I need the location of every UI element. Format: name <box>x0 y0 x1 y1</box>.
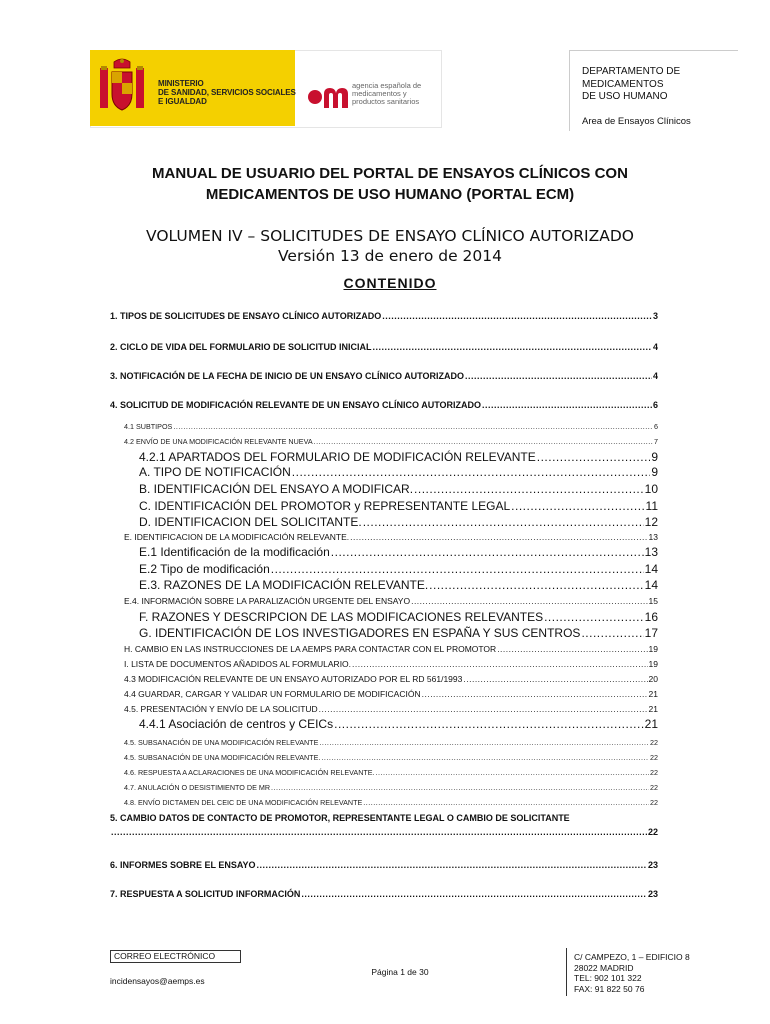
toc-label: 4.8. ENVÍO DICTAMEN DEL CEIC DE UNA MODIFICACIÓN RELEVANTE <box>124 798 363 807</box>
ministry-line: E IGUALDAD <box>158 97 207 106</box>
toc-label: 4.3 MODIFICACIÓN RELEVANTE DE UN ENSAYO AUTORIZADO POR EL RD 561/1993 <box>124 674 463 684</box>
toc-leader <box>271 783 649 792</box>
toc-entry[interactable] <box>124 644 658 654</box>
toc-page: 16 <box>644 610 658 624</box>
toc-entry[interactable] <box>124 753 658 762</box>
toc-entry[interactable] <box>124 798 658 807</box>
toc-entry[interactable] <box>139 610 658 624</box>
title-line: MANUAL DE USUARIO DEL PORTAL DE ENSAYOS CLÍNICOS CON <box>152 165 628 182</box>
toc-entry[interactable] <box>139 562 658 576</box>
toc-page: 13 <box>648 532 658 542</box>
toc-leader <box>321 753 649 762</box>
toc-label: F. RAZONES Y DESCRIPCION DE LAS MODIFICACIONES RELEVANTES <box>139 610 544 624</box>
toc-label: B. IDENTIFICACIÓN DEL ENSAYO A MODIFICAR. <box>139 482 414 496</box>
department-line: DEPARTAMENTO DE <box>582 66 681 77</box>
address-line: TEL: 902 101 322 <box>574 973 642 983</box>
toc-leader <box>581 626 643 640</box>
toc-leader <box>376 768 649 777</box>
toc-page: 19 <box>648 644 658 654</box>
toc-entry[interactable] <box>110 813 658 837</box>
toc-entry[interactable] <box>139 515 658 529</box>
toc-leader <box>314 437 653 446</box>
toc-leader <box>301 889 647 899</box>
toc-leader <box>422 689 648 699</box>
ministry-name <box>158 79 296 106</box>
toc-entry[interactable] <box>124 659 658 669</box>
contents-heading: CONTENIDO <box>343 275 437 291</box>
toc-page: 17 <box>644 626 658 640</box>
toc-page: 22 <box>650 783 658 792</box>
toc-entry[interactable] <box>110 311 658 321</box>
address-line: C/ CAMPEZO, 1 – EDIFICIO 8 <box>574 952 690 962</box>
toc-leader <box>429 578 643 592</box>
toc-leader <box>497 644 647 654</box>
toc-leader <box>373 342 652 352</box>
toc-label: 4.4.1 Asociación de centros y CEICs <box>139 717 334 731</box>
address-line: 28022 MADRID <box>574 962 634 973</box>
toc-label: 6. INFORMES SOBRE EL ENSAYO <box>110 860 256 870</box>
ministry-line: DE SANIDAD, SERVICIOS SOCIALES <box>158 88 296 97</box>
toc-page: 11 <box>645 499 658 513</box>
email-link[interactable]: incidensayos@aemps.es <box>110 976 205 986</box>
toc-label: 3. NOTIFICACIÓN DE LA FECHA DE INICIO DE UN ENSAYO CLÍNICO AUTORIZADO <box>110 371 465 381</box>
toc-entry[interactable] <box>110 889 658 899</box>
toc-label: C. IDENTIFICACIÓN DEL PROMOTOR y REPRESENTANTE LEGAL <box>139 499 511 513</box>
toc-label: G. IDENTIFICACIÓN DE LOS INVESTIGADORES EN ESPAÑA Y SUS CENTROS <box>139 626 581 640</box>
ministry-line: MINISTERIO <box>158 79 204 88</box>
toc-label: 4.2 ENVÍO DE UNA MODIFICACIÓN RELEVANTE NUEVA <box>124 437 313 446</box>
toc-label: E.3. RAZONES DE LA MODIFICACIÓN RELEVANTE. <box>139 578 429 592</box>
title-line: MEDICAMENTOS DE USO HUMANO (PORTAL ECM) <box>205 186 575 203</box>
toc-page: 23 <box>647 860 658 870</box>
toc-entry[interactable] <box>139 450 658 464</box>
toc-page: 9 <box>651 465 658 479</box>
toc-entry[interactable] <box>124 674 658 684</box>
email-label: CORREO ELECTRÓNICO <box>110 950 241 963</box>
volume-heading <box>90 226 690 266</box>
toc-page: 22 <box>647 827 658 837</box>
toc-leader <box>363 798 649 807</box>
toc-label: 4.5. SUBSANACIÓN DE UNA MODIFICACIÓN RELEVANTE. <box>124 753 321 762</box>
toc-label: 4.1 SUBTIPOS <box>124 422 173 431</box>
toc-entry[interactable] <box>139 578 658 592</box>
toc-page: 20 <box>648 674 658 684</box>
toc-page: 9 <box>651 450 658 464</box>
toc-label: E.4. INFORMACIÓN SOBRE LA PARALIZACIÓN URGENTE DEL ENSAYO <box>124 596 411 606</box>
agency-line: productos sanitarios <box>352 97 420 106</box>
toc-leader <box>173 422 653 431</box>
toc-entry[interactable] <box>124 437 658 446</box>
toc-label: E.1 Identificación de la modificación <box>139 545 330 559</box>
toc-label: 4.6. RESPUESTA A ACLARACIONES DE UNA MODIFICACIÓN RELEVANTE. <box>124 768 375 777</box>
toc-leader <box>411 596 647 606</box>
toc-label: 5. CAMBIO DATOS DE CONTACTO DE PROMOTOR, REPRESENTANTE LEGAL O CAMBIO DE SOLICITANTE <box>110 813 570 823</box>
toc-label: 4. SOLICITUD DE MODIFICACIÓN RELEVANTE DE UN ENSAYO CLÍNICO AUTORIZADO <box>110 400 482 410</box>
toc-entry[interactable] <box>110 400 658 410</box>
toc-entry[interactable] <box>124 596 658 606</box>
toc-page: 13 <box>644 545 658 559</box>
toc-leader <box>271 562 644 576</box>
area-name: Area de Ensayos Clínicos <box>582 116 691 127</box>
toc-page: 14 <box>644 578 658 592</box>
page-number: Página 1 de 30 <box>371 967 429 977</box>
toc-label: 4.5. PRESENTACIÓN Y ENVÍO DE LA SOLICITUD <box>124 704 318 714</box>
toc-leader <box>537 450 651 464</box>
toc-leader <box>331 545 644 559</box>
department-line: DE USO HUMANO <box>582 91 668 102</box>
toc-label: E.2 Tipo de modificación <box>139 562 270 576</box>
toc-page: 15 <box>648 596 658 606</box>
toc-label: E. IDENTIFICACION DE LA MODIFICACIÓN RELEVANTE. <box>124 532 350 542</box>
toc-entry-continuation <box>110 827 658 837</box>
coat-of-arms-icon <box>96 58 148 118</box>
toc-label: 4.5. SUBSANACIÓN DE UNA MODIFICACIÓN RELEVANTE <box>124 738 319 747</box>
toc-page: 4 <box>652 342 658 352</box>
agency-line: medicamentos y <box>352 89 407 98</box>
toc-entry[interactable] <box>139 626 658 640</box>
department-line: MEDICAMENTOS <box>582 78 664 90</box>
toc-entry[interactable] <box>124 704 658 714</box>
toc-leader <box>511 499 644 513</box>
toc-label: 2. CICLO DE VIDA DEL FORMULARIO DE SOLICITUD INICIAL <box>110 342 372 352</box>
agency-line: agencia española de <box>352 81 422 90</box>
toc-page: 3 <box>652 311 658 321</box>
document-title <box>90 163 690 205</box>
toc-entry[interactable] <box>124 532 658 542</box>
toc-entry[interactable] <box>124 689 658 699</box>
toc-page: 21 <box>648 704 658 714</box>
toc-leader <box>463 674 647 684</box>
volume-title: VOLUMEN IV – SOLICITUDES DE ENSAYO CLÍNICO AUTORIZADO <box>146 227 634 245</box>
toc-entry[interactable] <box>139 482 658 496</box>
toc-page: 19 <box>648 659 658 669</box>
toc-label: 4.2.1 APARTADOS DEL FORMULARIO DE MODIFICACIÓN RELEVANTE <box>139 450 536 464</box>
toc-page: 21 <box>644 717 658 731</box>
toc-page: 22 <box>650 738 658 747</box>
toc-leader <box>350 532 647 542</box>
toc-leader <box>319 704 648 714</box>
toc-label: 7. RESPUESTA A SOLICITUD INFORMACIÓN <box>110 889 301 899</box>
toc-label: A. TIPO DE NOTIFICACIÓN <box>139 465 291 479</box>
toc-label: D. IDENTIFICACION DEL SOLICITANTE. <box>139 515 362 529</box>
toc-entry[interactable] <box>110 371 658 381</box>
toc-entry[interactable] <box>124 783 658 792</box>
toc-page: 6 <box>652 400 658 410</box>
toc-leader <box>292 465 651 479</box>
toc-leader <box>257 860 647 870</box>
toc-entry[interactable] <box>139 465 658 479</box>
toc-page: 14 <box>644 562 658 576</box>
toc-entry[interactable] <box>139 545 658 559</box>
toc-entry[interactable] <box>110 860 658 870</box>
toc-leader <box>482 400 652 410</box>
toc-label: 4.4 GUARDAR, CARGAR Y VALIDAR UN FORMULARIO DE MODIFICACIÓN <box>124 689 421 699</box>
toc-leader <box>352 659 648 669</box>
toc-page: 21 <box>648 689 658 699</box>
toc-page: 22 <box>650 768 658 777</box>
toc-leader <box>414 482 644 496</box>
toc-entry[interactable] <box>124 768 658 777</box>
toc-page: 22 <box>650 798 658 807</box>
toc-leader <box>334 717 644 731</box>
toc-entry[interactable] <box>124 422 658 431</box>
department-name <box>582 66 680 104</box>
toc-entry[interactable] <box>124 738 658 747</box>
version-date: Versión 13 de enero de 2014 <box>278 247 502 265</box>
toc-page: 12 <box>644 515 658 529</box>
toc-leader <box>363 515 644 529</box>
toc-leader <box>544 610 644 624</box>
toc-page: 23 <box>647 889 658 899</box>
toc-entry[interactable] <box>139 717 658 731</box>
address <box>574 952 690 994</box>
toc-leader <box>465 371 652 381</box>
toc-leader <box>111 827 647 837</box>
toc-page: 7 <box>654 437 658 446</box>
toc-label: 4.7. ANULACIÓN O DESISTIMIENTO DE MR <box>124 783 271 792</box>
toc-label: I. LISTA DE DOCUMENTOS AÑADIDOS AL FORMULARIO. <box>124 659 352 669</box>
toc-page: 22 <box>650 753 658 762</box>
agency-name <box>352 82 421 106</box>
toc-label: 1. TIPOS DE SOLICITUDES DE ENSAYO CLÍNICO AUTORIZADO <box>110 311 382 321</box>
toc-entry[interactable] <box>139 499 658 513</box>
toc-page: 10 <box>644 482 658 496</box>
toc-leader <box>382 311 652 321</box>
toc-page: 6 <box>654 422 658 431</box>
aemps-logo-icon <box>308 80 348 110</box>
address-line: FAX: 91 822 50 76 <box>574 983 645 994</box>
toc-label: H. CAMBIO EN LAS INSTRUCCIONES DE LA AEMPS PARA CONTACTAR CON EL PROMOTOR <box>124 644 497 654</box>
toc-leader <box>319 738 649 747</box>
toc-page: 4 <box>652 371 658 381</box>
toc-entry[interactable] <box>110 342 658 352</box>
